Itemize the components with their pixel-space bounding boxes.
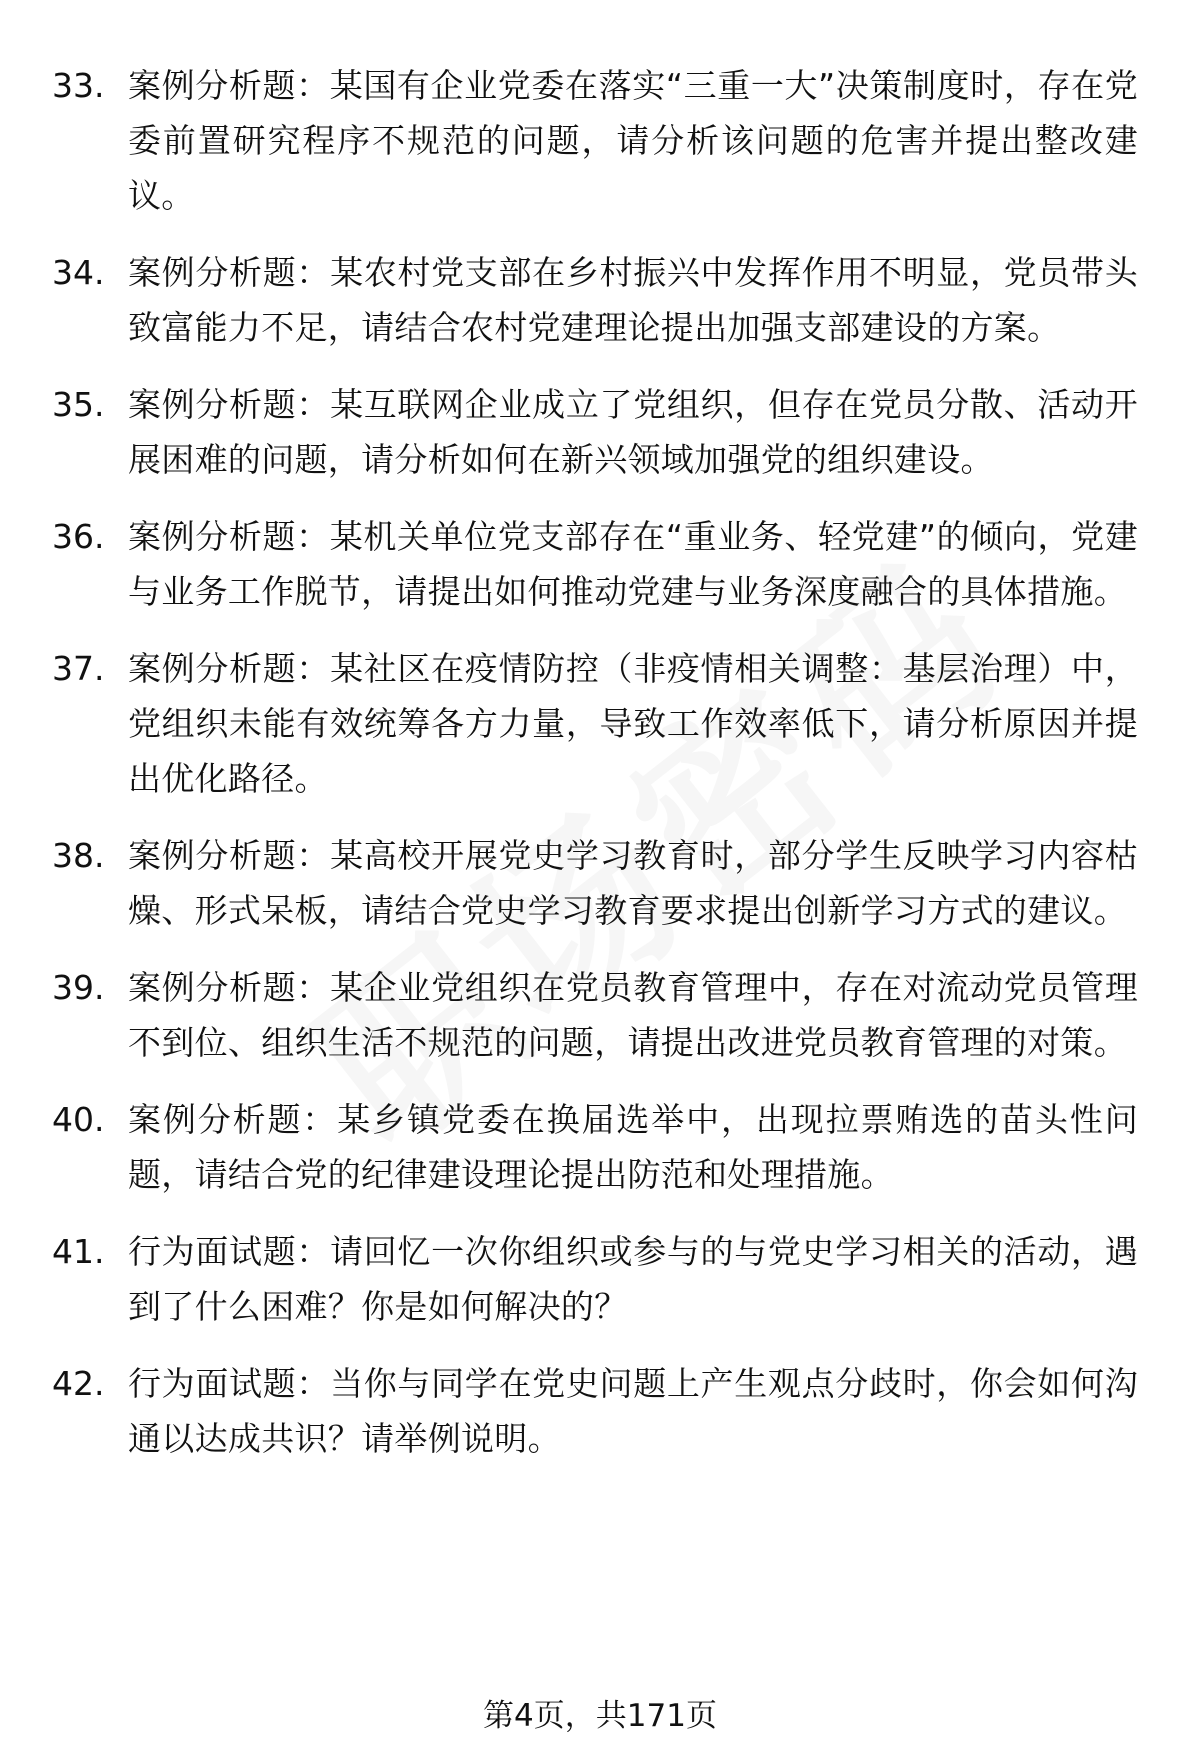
page-number-label: 第4页，共171页 [483,1698,717,1734]
question-item [0,641,1200,806]
question-number: 42. [52,1364,105,1403]
question-text: 案例分析题：某互联网企业成立了党组织，但存在党员分散、活动开展困难的问题，请分析如何在新兴领域加强党的组织建设。 [128,385,1138,479]
question-item [0,828,1200,938]
question-item [0,377,1200,487]
question-item [0,1224,1200,1334]
question-text: 案例分析题：某农村党支部在乡村振兴中发挥作用不明显，党员带头致富能力不足，请结合农村党建理论提出加强支部建设的方案。 [128,253,1138,347]
question-text: 案例分析题：某乡镇党委在换届选举中，出现拉票贿选的苗头性问题，请结合党的纪律建设理论提出防范和处理措施。 [128,1100,1138,1194]
question-number: 38. [52,836,105,875]
question-text: 案例分析题：某社区在疫情防控（非疫情相关调整：基层治理）中，党组织未能有效统筹各方力量，导致工作效率低下，请分析原因并提出优化路径。 [128,649,1138,798]
question-number: 37. [52,649,105,688]
question-number: 40. [52,1100,105,1139]
question-item [0,509,1200,619]
question-item [0,245,1200,355]
question-item [0,960,1200,1070]
question-list [0,58,1200,1488]
question-number: 34. [52,253,105,292]
page-footer [0,1696,1200,1736]
question-number: 39. [52,968,105,1007]
question-number: 33. [52,66,105,105]
question-number: 36. [52,517,105,556]
question-text: 案例分析题：某高校开展党史学习教育时，部分学生反映学习内容枯燥、形式呆板，请结合党史学习教育要求提出创新学习方式的建议。 [128,836,1138,930]
question-number: 35. [52,385,105,424]
question-text: 案例分析题：某国有企业党委在落实“三重一大”决策制度时，存在党委前置研究程序不规范的问题，请分析该问题的危害并提出整改建议。 [128,66,1138,215]
question-number: 41. [52,1232,105,1271]
question-text: 行为面试题：当你与同学在党史问题上产生观点分歧时，你会如何沟通以达成共识？请举例说明。 [128,1364,1138,1458]
question-text: 案例分析题：某企业党组织在党员教育管理中，存在对流动党员管理不到位、组织生活不规范的问题，请提出改进党员教育管理的对策。 [128,968,1138,1062]
question-item [0,58,1200,223]
question-item [0,1356,1200,1466]
question-text: 行为面试题：请回忆一次你组织或参与的与党史学习相关的活动，遇到了什么困难？你是如何解决的？ [128,1232,1138,1326]
question-text: 案例分析题：某机关单位党支部存在“重业务、轻党建”的倾向，党建与业务工作脱节，请提出如何推动党建与业务深度融合的具体措施。 [128,517,1138,611]
question-item [0,1092,1200,1202]
